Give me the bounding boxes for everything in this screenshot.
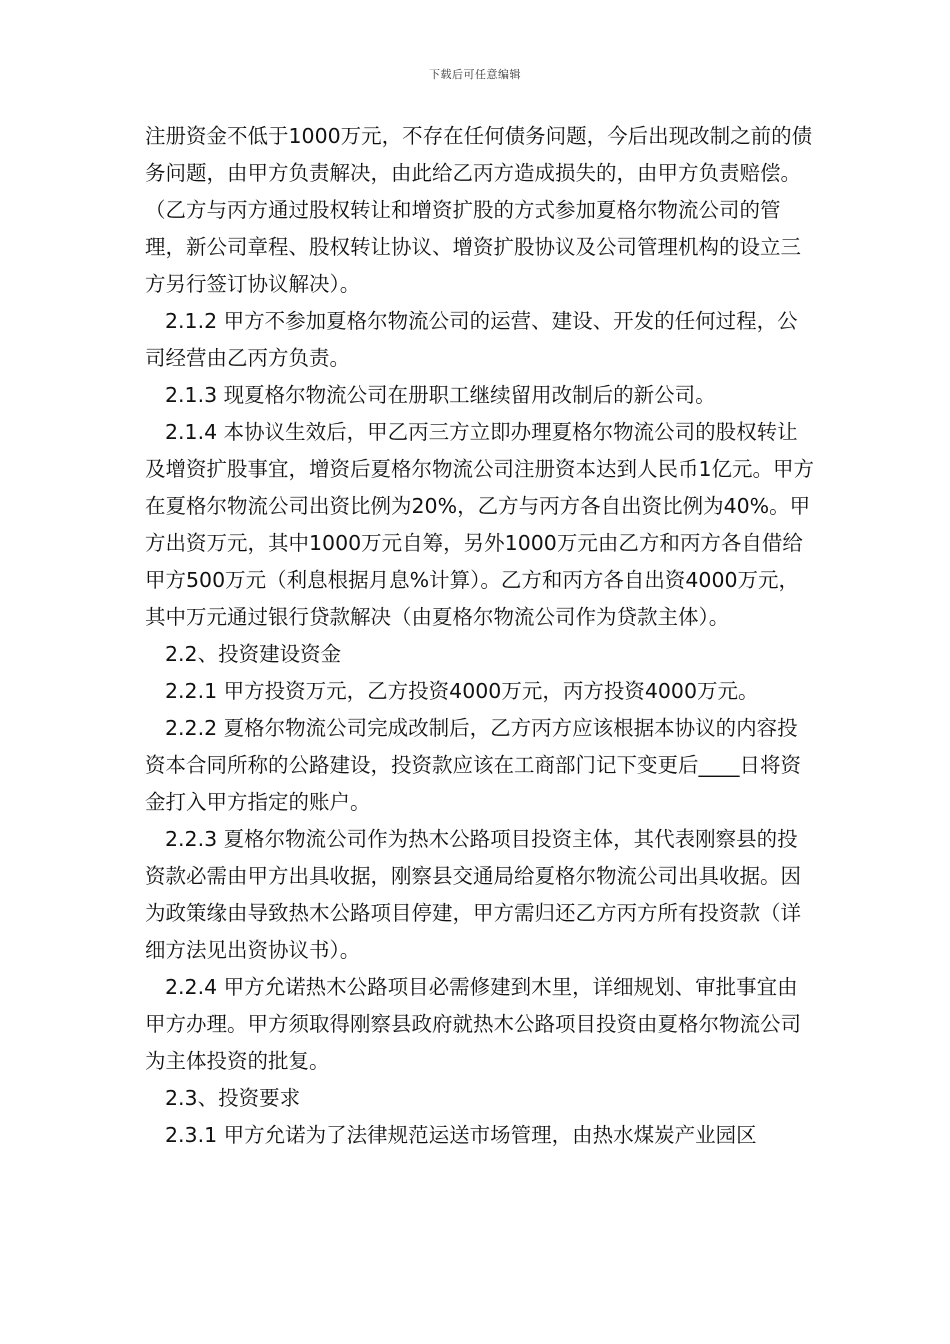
paragraph: 2.2.2 夏格尔物流公司完成改制后，乙方丙方应该根据本协议的内容投资本合同所称的公路建设，投资款应该在工商部门记下变更后____日将资金打入甲方指定的账户。 — [145, 716, 801, 814]
page-header: 下载后可任意编辑 — [429, 68, 521, 81]
section-heading: 2.3、投资要求 — [165, 1086, 301, 1110]
paragraph: 2.2.1 甲方投资万元，乙方投资4000万元，丙方投资4000万元。 — [165, 679, 759, 703]
section-heading: 2.2、投资建设资金 — [165, 642, 342, 666]
document-body — [145, 118, 815, 1154]
paragraph: 2.1.3 现夏格尔物流公司在册职工继续留用改制后的新公司。 — [165, 383, 716, 407]
paragraph: 2.1.2 甲方不参加夏格尔物流公司的运营、建设、开发的任何过程，公司经营由乙丙方负责。 — [145, 309, 798, 370]
paragraph: 2.1.4 本协议生效后，甲乙丙三方立即办理夏格尔物流公司的股权转让及增资扩股事宜，增资后夏格尔物流公司注册资本达到人民币1亿元。甲方在夏格尔物流公司出资比例为20%，乙方与丙方各自出资比例为40%。甲方出资万元，其中1000万元自筹，另外1000万元由乙方和丙方各自借给甲方500万元（利息根据月息%计算）。乙方和丙方各自出资4000万元，其中万元通过银行贷款解决（由夏格尔物流公司作为贷款主体）。 — [145, 420, 815, 629]
paragraph: 2.3.1 甲方允诺为了法律规范运送市场管理，由热水煤炭产业园区 — [165, 1123, 757, 1147]
paragraph: 注册资金不低于1000万元，不存在任何债务问题，今后出现改制之前的债务问题，由甲方负责解决，由此给乙丙方造成损失的，由甲方负责赔偿。（乙方与丙方通过股权转让和增资扩股的方式参加夏格尔物流公司的管理，新公司章程、股权转让协议、增资扩股协议及公司管理机构的设立三方另行签订协议解决）。 — [145, 124, 813, 296]
paragraph: 2.2.3 夏格尔物流公司作为热木公路项目投资主体，其代表刚察县的投资款必需由甲方出具收据，刚察县交通局给夏格尔物流公司出具收据。因为政策缘由导致热木公路项目停建，甲方需归还乙方丙方所有投资款（详细方法见出资协议书）。 — [145, 827, 801, 962]
paragraph: 2.2.4 甲方允诺热木公路项目必需修建到木里，详细规划、审批事宜由甲方办理。甲方须取得刚察县政府就热木公路项目投资由夏格尔物流公司为主体投资的批复。 — [145, 975, 801, 1073]
